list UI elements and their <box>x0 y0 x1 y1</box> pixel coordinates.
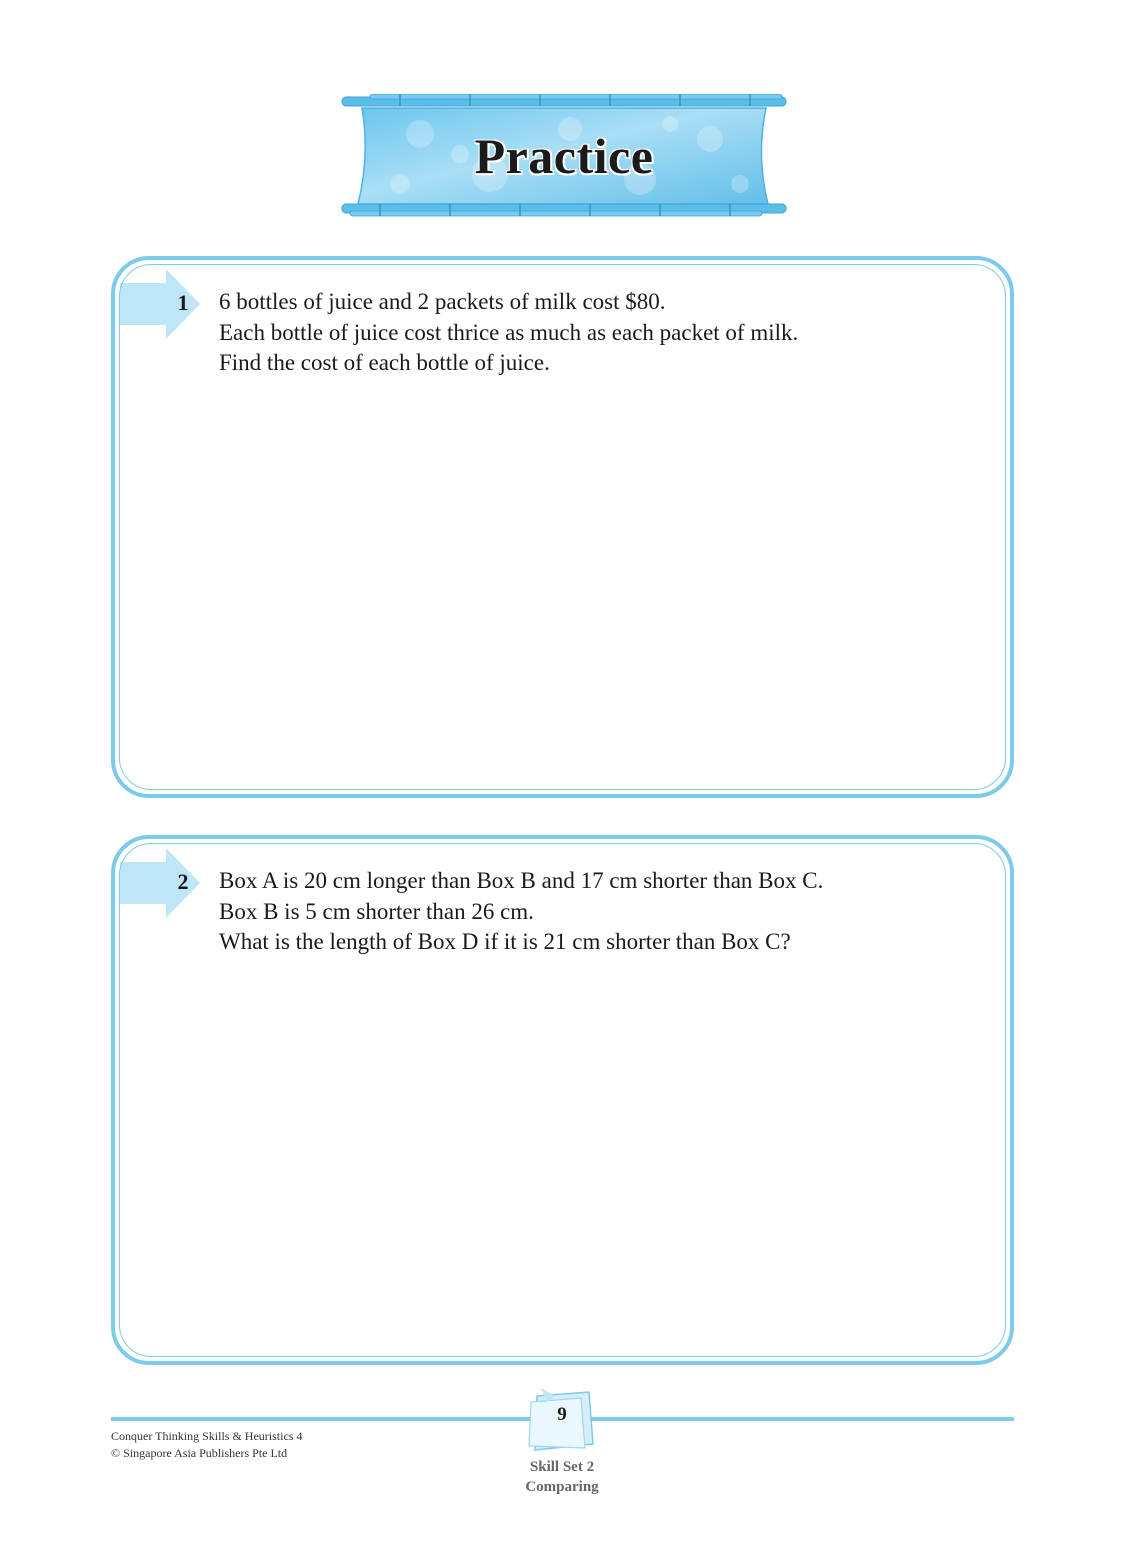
question-box-1 <box>111 256 1014 798</box>
question-line: Find the cost of each bottle of juice. <box>219 350 550 375</box>
question-line: Each bottle of juice cost thrice as much as each packet of milk. <box>219 319 799 345</box>
practice-banner <box>340 94 788 218</box>
page-number: 9 <box>557 1404 567 1425</box>
question-text <box>219 866 990 958</box>
question-text <box>219 287 990 379</box>
question-line: Box B is 5 cm shorter than 26 cm. <box>219 898 534 924</box>
copyright: © Singapore Asia Publishers Pte Ltd <box>111 1446 288 1460</box>
question-line: 6 bottles of juice and 2 packets of milk cost $80. <box>219 289 666 314</box>
footer-credits <box>111 1428 302 1462</box>
book-title: Conquer Thinking Skills & Heuristics 4 <box>111 1429 303 1443</box>
question-line: What is the length of Box D if it is 21 cm shorter than Box C? <box>219 929 791 954</box>
skill-name: Comparing <box>525 1479 599 1495</box>
question-number: 2 <box>177 869 189 894</box>
footer-section-label <box>462 1457 662 1497</box>
question-line: Box A is 20 cm longer than Box B and 17 cm shorter than Box C. <box>219 868 824 893</box>
page-title: Practice <box>474 128 654 184</box>
question-number: 1 <box>177 290 189 315</box>
skill-set: Skill Set 2 <box>529 1459 595 1475</box>
question-box-2 <box>111 835 1014 1365</box>
